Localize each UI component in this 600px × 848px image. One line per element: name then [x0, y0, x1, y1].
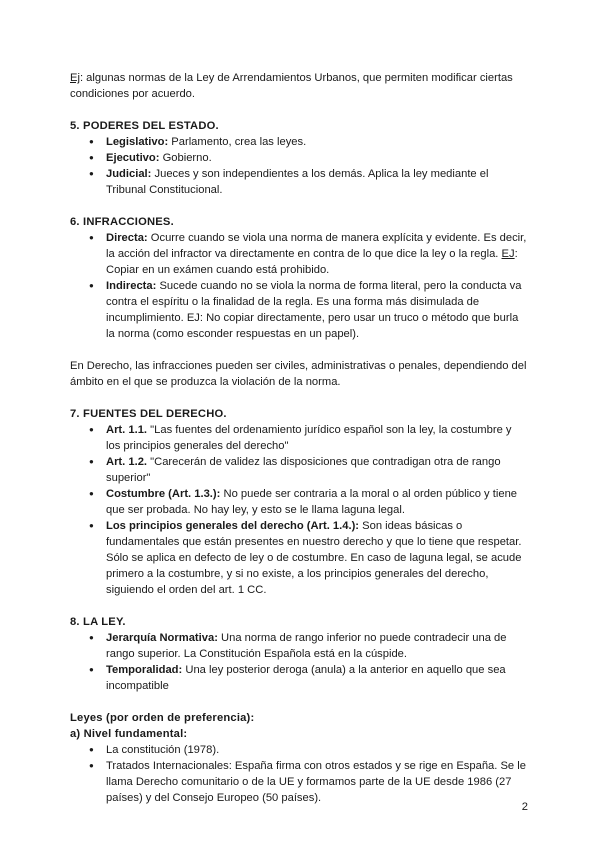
definition: "Las fuentes del ordenamiento jurídico español son la ley, la costumbre y los principios generales del derecho" [106, 424, 512, 452]
definition: Sucede cuando no se viola la norma de forma literal, pero la conducta va contra el espíritu o la finalidad de la regla. Es una forma más disimulada de incumplimiento. EJ: No copiar directamente, pero usar un truco o método que burla la norma (como esconder respuestas en un papel). [106, 280, 522, 340]
ej-label: Ej [70, 72, 80, 84]
list-item [106, 454, 528, 486]
term: Los principios generales del derecho (Art. 1.4.): [106, 520, 360, 532]
term: Art. 1.2. [106, 456, 148, 468]
definition: Jueces y son independientes a los demás. Aplica la ley mediante el Tribunal Constitucional. [106, 168, 489, 196]
section-title-poderes: 5. PODERES DEL ESTADO. [70, 120, 219, 132]
list-item [106, 278, 528, 342]
definition: Una ley posterior deroga (anula) a la anterior en aquello que sea incompatible [106, 664, 506, 692]
term: Art. 1.1. [106, 424, 148, 436]
fuentes-list [70, 422, 528, 598]
section-infracciones [70, 214, 528, 342]
definition: Ocurre cuando se viola una norma de manera explícita y evidente. Es decir, la acción del infractor va directamente en contra de lo que dice la ley o la regla. [106, 232, 527, 260]
list-item [106, 230, 528, 278]
section-title-fuentes: 7. FUENTES DEL DERECHO. [70, 408, 227, 420]
list-item: ● Tratados Internacionales: España firma con otros estados y se rige en España. Se le llama Derecho comunitario o de la UE y formamos parte de la UE desde 1986 (27 países) y del Consejo Europeo (50 países). [106, 758, 528, 806]
leyes-subtitle: a) Nivel fundamental: [70, 728, 188, 740]
definition: Gobierno. [159, 152, 212, 164]
ley-list [70, 630, 528, 694]
term: Jerarquía Normativa: [106, 632, 218, 644]
page-number: 2 [521, 801, 528, 813]
section-poderes [70, 118, 528, 198]
term: Judicial: [106, 168, 152, 180]
section-fuentes [70, 406, 528, 598]
section-title-infracciones: 6. INFRACCIONES. [70, 216, 174, 228]
list-item [106, 662, 528, 694]
term: Costumbre (Art. 1.3.): [106, 488, 221, 500]
definition: Son ideas básicas o fundamentales que están presentes en nuestro derecho y que lo tiene que respetar. Sólo se aplica en defecto de ley o de costumbre. En caso de laguna legal, se acude primero a la costumbre, y si no existe, a los principios generales del derecho, siguiendo el orden del art. 1 CC. [106, 520, 522, 596]
term: Legislativo: [106, 136, 169, 148]
term: Indirecta: [106, 280, 157, 292]
intro-text: : algunas normas de la Ley de Arrendamientos Urbanos, que permiten modificar ciertas condiciones por acuerdo. [70, 72, 513, 100]
leyes-title: Leyes (por orden de preferencia): [70, 712, 255, 724]
section-ley [70, 614, 528, 694]
definition: Parlamento, crea las leyes. [168, 136, 307, 148]
document-page [70, 70, 528, 806]
list-item [106, 422, 528, 454]
term: Temporalidad: [106, 664, 183, 676]
infracciones-list [70, 230, 528, 342]
list-item [106, 518, 528, 598]
list-item: ● La constitución (1978). [106, 742, 528, 758]
definition: No puede ser contraria a la moral o al orden público y tiene que ser probada. No hay ley, y esto se le llama laguna legal. [106, 488, 518, 516]
intro-paragraph [70, 70, 528, 102]
definition: "Carecerán de validez las disposiciones que contradigan otra de rango superior" [106, 456, 501, 484]
definition: Una norma de rango inferior no puede contradecir una de rango superior. La Constitución Española está en la cúspide. [106, 632, 507, 660]
list-item [106, 486, 528, 518]
definition-example: : Copiar en un exámen cuando está prohibido. [106, 248, 518, 276]
section-leyes [70, 710, 528, 806]
section-title-ley: 8. LA LEY. [70, 616, 126, 628]
list-item [106, 630, 528, 662]
term: Ejecutivo: [106, 152, 160, 164]
list-item [106, 134, 528, 150]
infracciones-paragraph: En Derecho, las infracciones pueden ser civiles, administrativas o penales, dependiendo del ámbito en el que se produzca la violación de la norma. [70, 360, 527, 388]
ej-label: EJ [501, 248, 515, 260]
term: Directa: [106, 232, 148, 244]
leyes-list [70, 742, 528, 806]
list-item [106, 150, 528, 166]
list-item [106, 166, 528, 198]
poderes-list [70, 134, 528, 198]
